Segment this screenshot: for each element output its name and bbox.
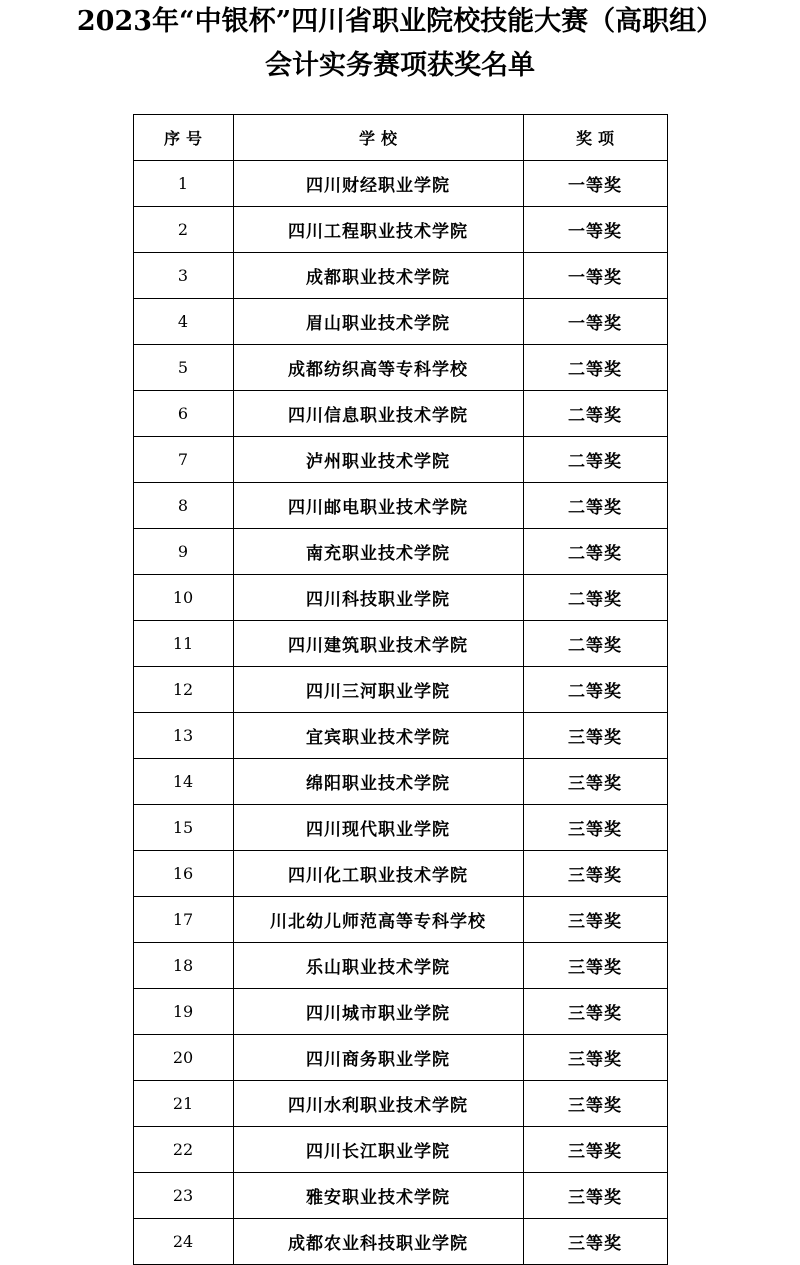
cell-no: 14 — [133, 759, 233, 805]
table-header-row — [133, 115, 667, 161]
cell-no: 5 — [133, 345, 233, 391]
table-row — [133, 529, 667, 575]
cell-school: 雅安职业技术学院 — [233, 1173, 523, 1219]
column-header-no: 序号 — [133, 115, 233, 161]
table-body — [133, 161, 667, 1265]
cell-school: 南充职业技术学院 — [233, 529, 523, 575]
cell-no: 19 — [133, 989, 233, 1035]
table-row — [133, 1173, 667, 1219]
cell-school: 绵阳职业技术学院 — [233, 759, 523, 805]
cell-school: 成都农业科技职业学院 — [233, 1219, 523, 1265]
cell-school: 四川信息职业技术学院 — [233, 391, 523, 437]
cell-award: 三等奖 — [523, 897, 667, 943]
cell-no: 9 — [133, 529, 233, 575]
cell-award: 二等奖 — [523, 575, 667, 621]
cell-award: 三等奖 — [523, 713, 667, 759]
table-row — [133, 1081, 667, 1127]
table-row — [133, 621, 667, 667]
cell-school: 成都纺织高等专科学校 — [233, 345, 523, 391]
table-row — [133, 391, 667, 437]
cell-school: 川北幼儿师范高等专科学校 — [233, 897, 523, 943]
cell-school: 乐山职业技术学院 — [233, 943, 523, 989]
cell-no: 2 — [133, 207, 233, 253]
cell-no: 23 — [133, 1173, 233, 1219]
cell-school: 四川科技职业学院 — [233, 575, 523, 621]
cell-award: 三等奖 — [523, 851, 667, 897]
cell-award: 三等奖 — [523, 1219, 667, 1265]
column-header-award: 奖项 — [523, 115, 667, 161]
cell-award: 三等奖 — [523, 989, 667, 1035]
cell-no: 4 — [133, 299, 233, 345]
page-title-line-1: 2023年“中银杯”四川省职业院校技能大赛（高职组） — [76, 6, 724, 37]
cell-award: 二等奖 — [523, 667, 667, 713]
table-row — [133, 989, 667, 1035]
cell-no: 22 — [133, 1127, 233, 1173]
cell-school: 泸州职业技术学院 — [233, 437, 523, 483]
cell-school: 四川工程职业技术学院 — [233, 207, 523, 253]
table-row — [133, 299, 667, 345]
cell-award: 一等奖 — [523, 161, 667, 207]
cell-award: 三等奖 — [523, 1081, 667, 1127]
cell-school: 四川水利职业技术学院 — [233, 1081, 523, 1127]
cell-school: 宜宾职业技术学院 — [233, 713, 523, 759]
table-row — [133, 207, 667, 253]
cell-school: 四川商务职业学院 — [233, 1035, 523, 1081]
cell-no: 16 — [133, 851, 233, 897]
cell-no: 6 — [133, 391, 233, 437]
cell-award: 三等奖 — [523, 943, 667, 989]
cell-school: 四川财经职业学院 — [233, 161, 523, 207]
cell-no: 24 — [133, 1219, 233, 1265]
cell-school: 四川三河职业学院 — [233, 667, 523, 713]
table-row — [133, 1219, 667, 1265]
table-row — [133, 1127, 667, 1173]
cell-no: 17 — [133, 897, 233, 943]
table-row — [133, 483, 667, 529]
cell-school: 四川化工职业技术学院 — [233, 851, 523, 897]
cell-no: 10 — [133, 575, 233, 621]
table-row — [133, 345, 667, 391]
cell-no: 13 — [133, 713, 233, 759]
cell-no: 7 — [133, 437, 233, 483]
cell-school: 四川建筑职业技术学院 — [233, 621, 523, 667]
table-row — [133, 161, 667, 207]
table-row — [133, 1035, 667, 1081]
cell-award: 二等奖 — [523, 345, 667, 391]
cell-no: 3 — [133, 253, 233, 299]
table-row — [133, 897, 667, 943]
cell-school: 四川邮电职业技术学院 — [233, 483, 523, 529]
award-table-container — [0, 114, 800, 1265]
cell-award: 一等奖 — [523, 207, 667, 253]
table-header — [133, 115, 667, 161]
cell-award: 三等奖 — [523, 759, 667, 805]
column-header-school: 学校 — [233, 115, 523, 161]
page-title-line-2: 会计实务赛项获奖名单 — [265, 50, 535, 81]
cell-award: 三等奖 — [523, 1127, 667, 1173]
cell-award: 一等奖 — [523, 253, 667, 299]
cell-no: 18 — [133, 943, 233, 989]
table-row — [133, 713, 667, 759]
table-row — [133, 575, 667, 621]
cell-no: 15 — [133, 805, 233, 851]
cell-award: 二等奖 — [523, 529, 667, 575]
cell-award: 二等奖 — [523, 621, 667, 667]
cell-no: 12 — [133, 667, 233, 713]
cell-no: 11 — [133, 621, 233, 667]
cell-school: 四川城市职业学院 — [233, 989, 523, 1035]
cell-award: 三等奖 — [523, 1173, 667, 1219]
table-row — [133, 851, 667, 897]
page-title — [0, 0, 800, 86]
cell-school: 四川长江职业学院 — [233, 1127, 523, 1173]
table-row — [133, 667, 667, 713]
table-row — [133, 943, 667, 989]
cell-no: 8 — [133, 483, 233, 529]
table-row — [133, 253, 667, 299]
award-table — [133, 114, 668, 1265]
table-row — [133, 437, 667, 483]
cell-award: 三等奖 — [523, 805, 667, 851]
cell-no: 20 — [133, 1035, 233, 1081]
cell-award: 三等奖 — [523, 1035, 667, 1081]
cell-school: 成都职业技术学院 — [233, 253, 523, 299]
cell-no: 1 — [133, 161, 233, 207]
cell-award: 二等奖 — [523, 483, 667, 529]
cell-school: 四川现代职业学院 — [233, 805, 523, 851]
cell-award: 二等奖 — [523, 391, 667, 437]
cell-award: 二等奖 — [523, 437, 667, 483]
cell-no: 21 — [133, 1081, 233, 1127]
table-row — [133, 805, 667, 851]
cell-award: 一等奖 — [523, 299, 667, 345]
table-row — [133, 759, 667, 805]
cell-school: 眉山职业技术学院 — [233, 299, 523, 345]
